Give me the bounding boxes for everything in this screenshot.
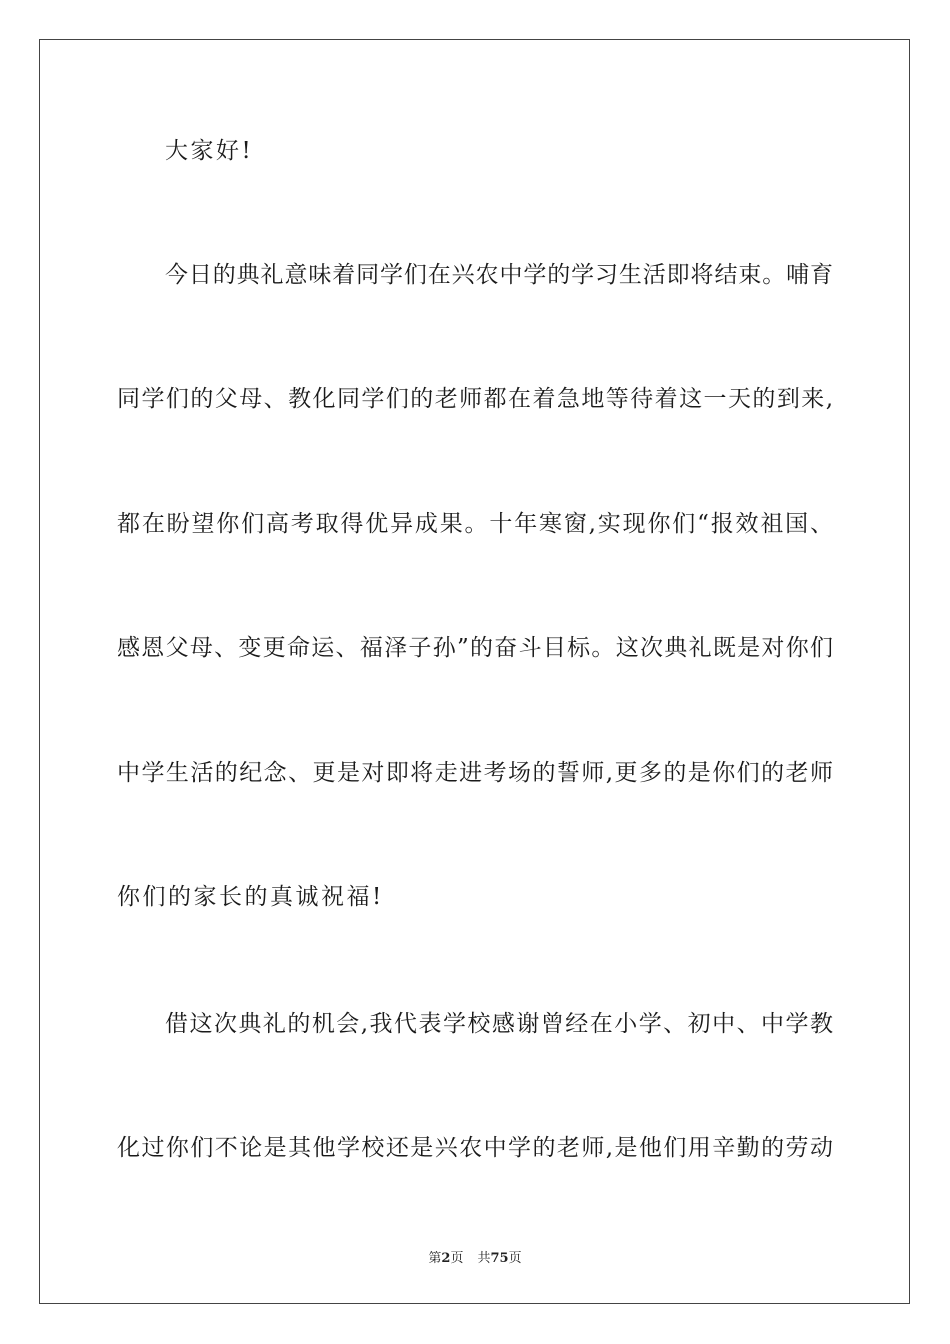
text-line-paragraph-1-line-4: 感恩父母、变更命运、福泽子孙”的奋斗目标。这次典礼既是对你们 <box>117 635 833 661</box>
page-border <box>39 39 910 1304</box>
footer-total-pages: 75 <box>490 1251 509 1266</box>
footer-total-suffix: 页 <box>508 1251 522 1266</box>
footer-page-number: 2 <box>441 1251 451 1266</box>
text-line-paragraph-1-line-6: 你们的家长的真诚祝福! <box>117 884 384 910</box>
text-line-paragraph-1-line-5: 中学生活的纪念、更是对即将走进考场的誓师,更多的是你们的老师 <box>117 760 833 786</box>
footer-page-suffix: 页 <box>450 1251 464 1266</box>
text-line-paragraph-1-line-1: 今日的典礼意味着同学们在兴农中学的学习生活即将结束。哺育 <box>165 262 833 288</box>
text-line-paragraph-1-line-3: 都在盼望你们高考取得优异成果。十年寒窗,实现你们“报效祖国、 <box>117 511 833 537</box>
text-line-paragraph-2-line-1: 借这次典礼的机会,我代表学校感谢曾经在小学、初中、中学教 <box>165 1011 833 1037</box>
page-footer <box>0 1247 950 1266</box>
text-line-greeting: 大家好! <box>165 138 254 164</box>
footer-total-prefix: 共 <box>477 1251 491 1266</box>
text-line-paragraph-1-line-2: 同学们的父母、教化同学们的老师都在着急地等待着这一天的到来, <box>117 386 833 412</box>
text-line-paragraph-2-line-2: 化过你们不论是其他学校还是兴农中学的老师,是他们用辛勤的劳动 <box>117 1135 833 1161</box>
footer-page-prefix: 第 <box>428 1251 442 1266</box>
